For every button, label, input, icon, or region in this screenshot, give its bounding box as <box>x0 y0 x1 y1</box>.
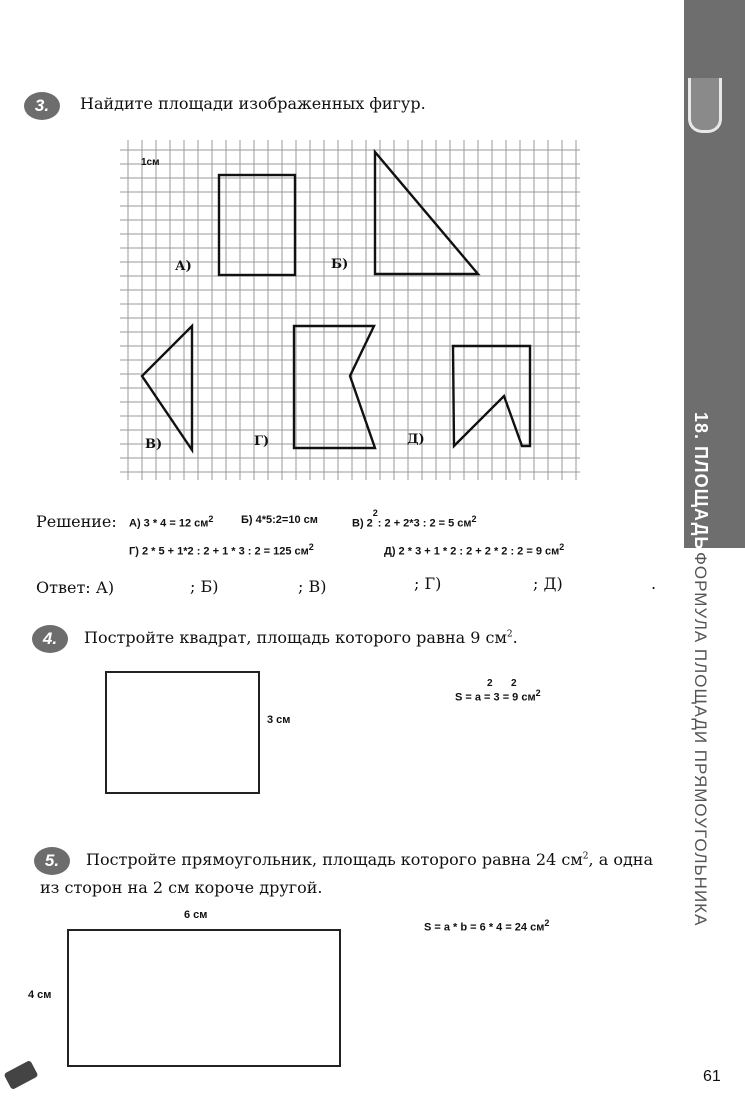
task-4-square <box>105 671 260 794</box>
task-5-badge: 5. <box>34 847 70 875</box>
grid-unit-label: 1см <box>141 157 160 168</box>
solution-a: А) 3 * 4 = 12 $см^2$ <box>129 514 214 530</box>
figure-label-a: А) <box>175 259 192 274</box>
answer-v: ; В) <box>298 577 327 596</box>
figure-label-g: Г) <box>254 434 270 449</box>
task-3-badge: 3. <box>24 92 60 120</box>
answer-d: ; Д) <box>533 574 563 593</box>
bookmark-icon <box>688 78 722 133</box>
task-5-formula: S = a * b = 6 * 4 = 24 $см^2$ <box>424 918 550 934</box>
solution-v: В) $2^2$: 2 + 2*3 : 2 = 5 $см^2$ <box>352 508 477 530</box>
figure-label-b: Б) <box>331 257 349 272</box>
task-4-text: Постройте квадрат, площадь которого равна 9 $см^2$. <box>84 628 518 647</box>
task-3-grid-figure <box>120 140 590 490</box>
rect-height-label: 4 см <box>28 989 52 1001</box>
task-4-badge: 4. <box>32 625 68 653</box>
formula-exp-3: 2 <box>511 678 517 689</box>
task-5-rectangle <box>67 929 341 1067</box>
figure-b-triangle <box>375 152 478 274</box>
answer-b: ; Б) <box>190 577 219 596</box>
rect-width-label: 6 см <box>184 909 208 921</box>
task-5-text-line2: из сторон на 2 см короче другой. <box>40 878 323 897</box>
solution-d: Д) 2 * 3 + 1 * 2 : 2 + 2 * 2 : 2 = 9 $см^2$ <box>384 542 565 558</box>
chapter-title-part2: ФОРМУЛА ПЛОЩАДИ ПРЯМОУГОЛЬНИКА <box>691 552 710 927</box>
answer-label: Ответ: А) <box>36 578 115 597</box>
chapter-title-part1: 18. ПЛОЩАДЬ. <box>691 412 711 557</box>
answer-g: ; Г) <box>414 574 442 593</box>
page-number: 61 <box>703 1068 721 1085</box>
figure-a-rectangle <box>219 175 295 275</box>
solution-g: Г) 2 * 5 + 1*2 : 2 + 1 * 3 : 2 = 125 $см^2$ <box>129 542 314 558</box>
solution-label: Решение: <box>36 512 117 531</box>
answer-end: . <box>651 574 657 593</box>
task-5-text-line1: Постройте прямоугольник, площадь которого равна 24 $см^2$, а одна <box>86 850 653 869</box>
figure-label-d: Д) <box>407 432 425 447</box>
task-3-text: Найдите площади изображенных фигур. <box>80 94 426 113</box>
formula-exp-a: 2 <box>487 678 493 689</box>
solution-b: Б) 4*5:2=10 см <box>241 514 318 526</box>
square-side-label: 3 см <box>267 714 291 726</box>
eraser-logo-icon <box>4 1060 39 1090</box>
figure-label-v: В) <box>145 437 163 452</box>
task-4-formula: S = a = 3 = 9 $см^2$ <box>455 688 541 704</box>
